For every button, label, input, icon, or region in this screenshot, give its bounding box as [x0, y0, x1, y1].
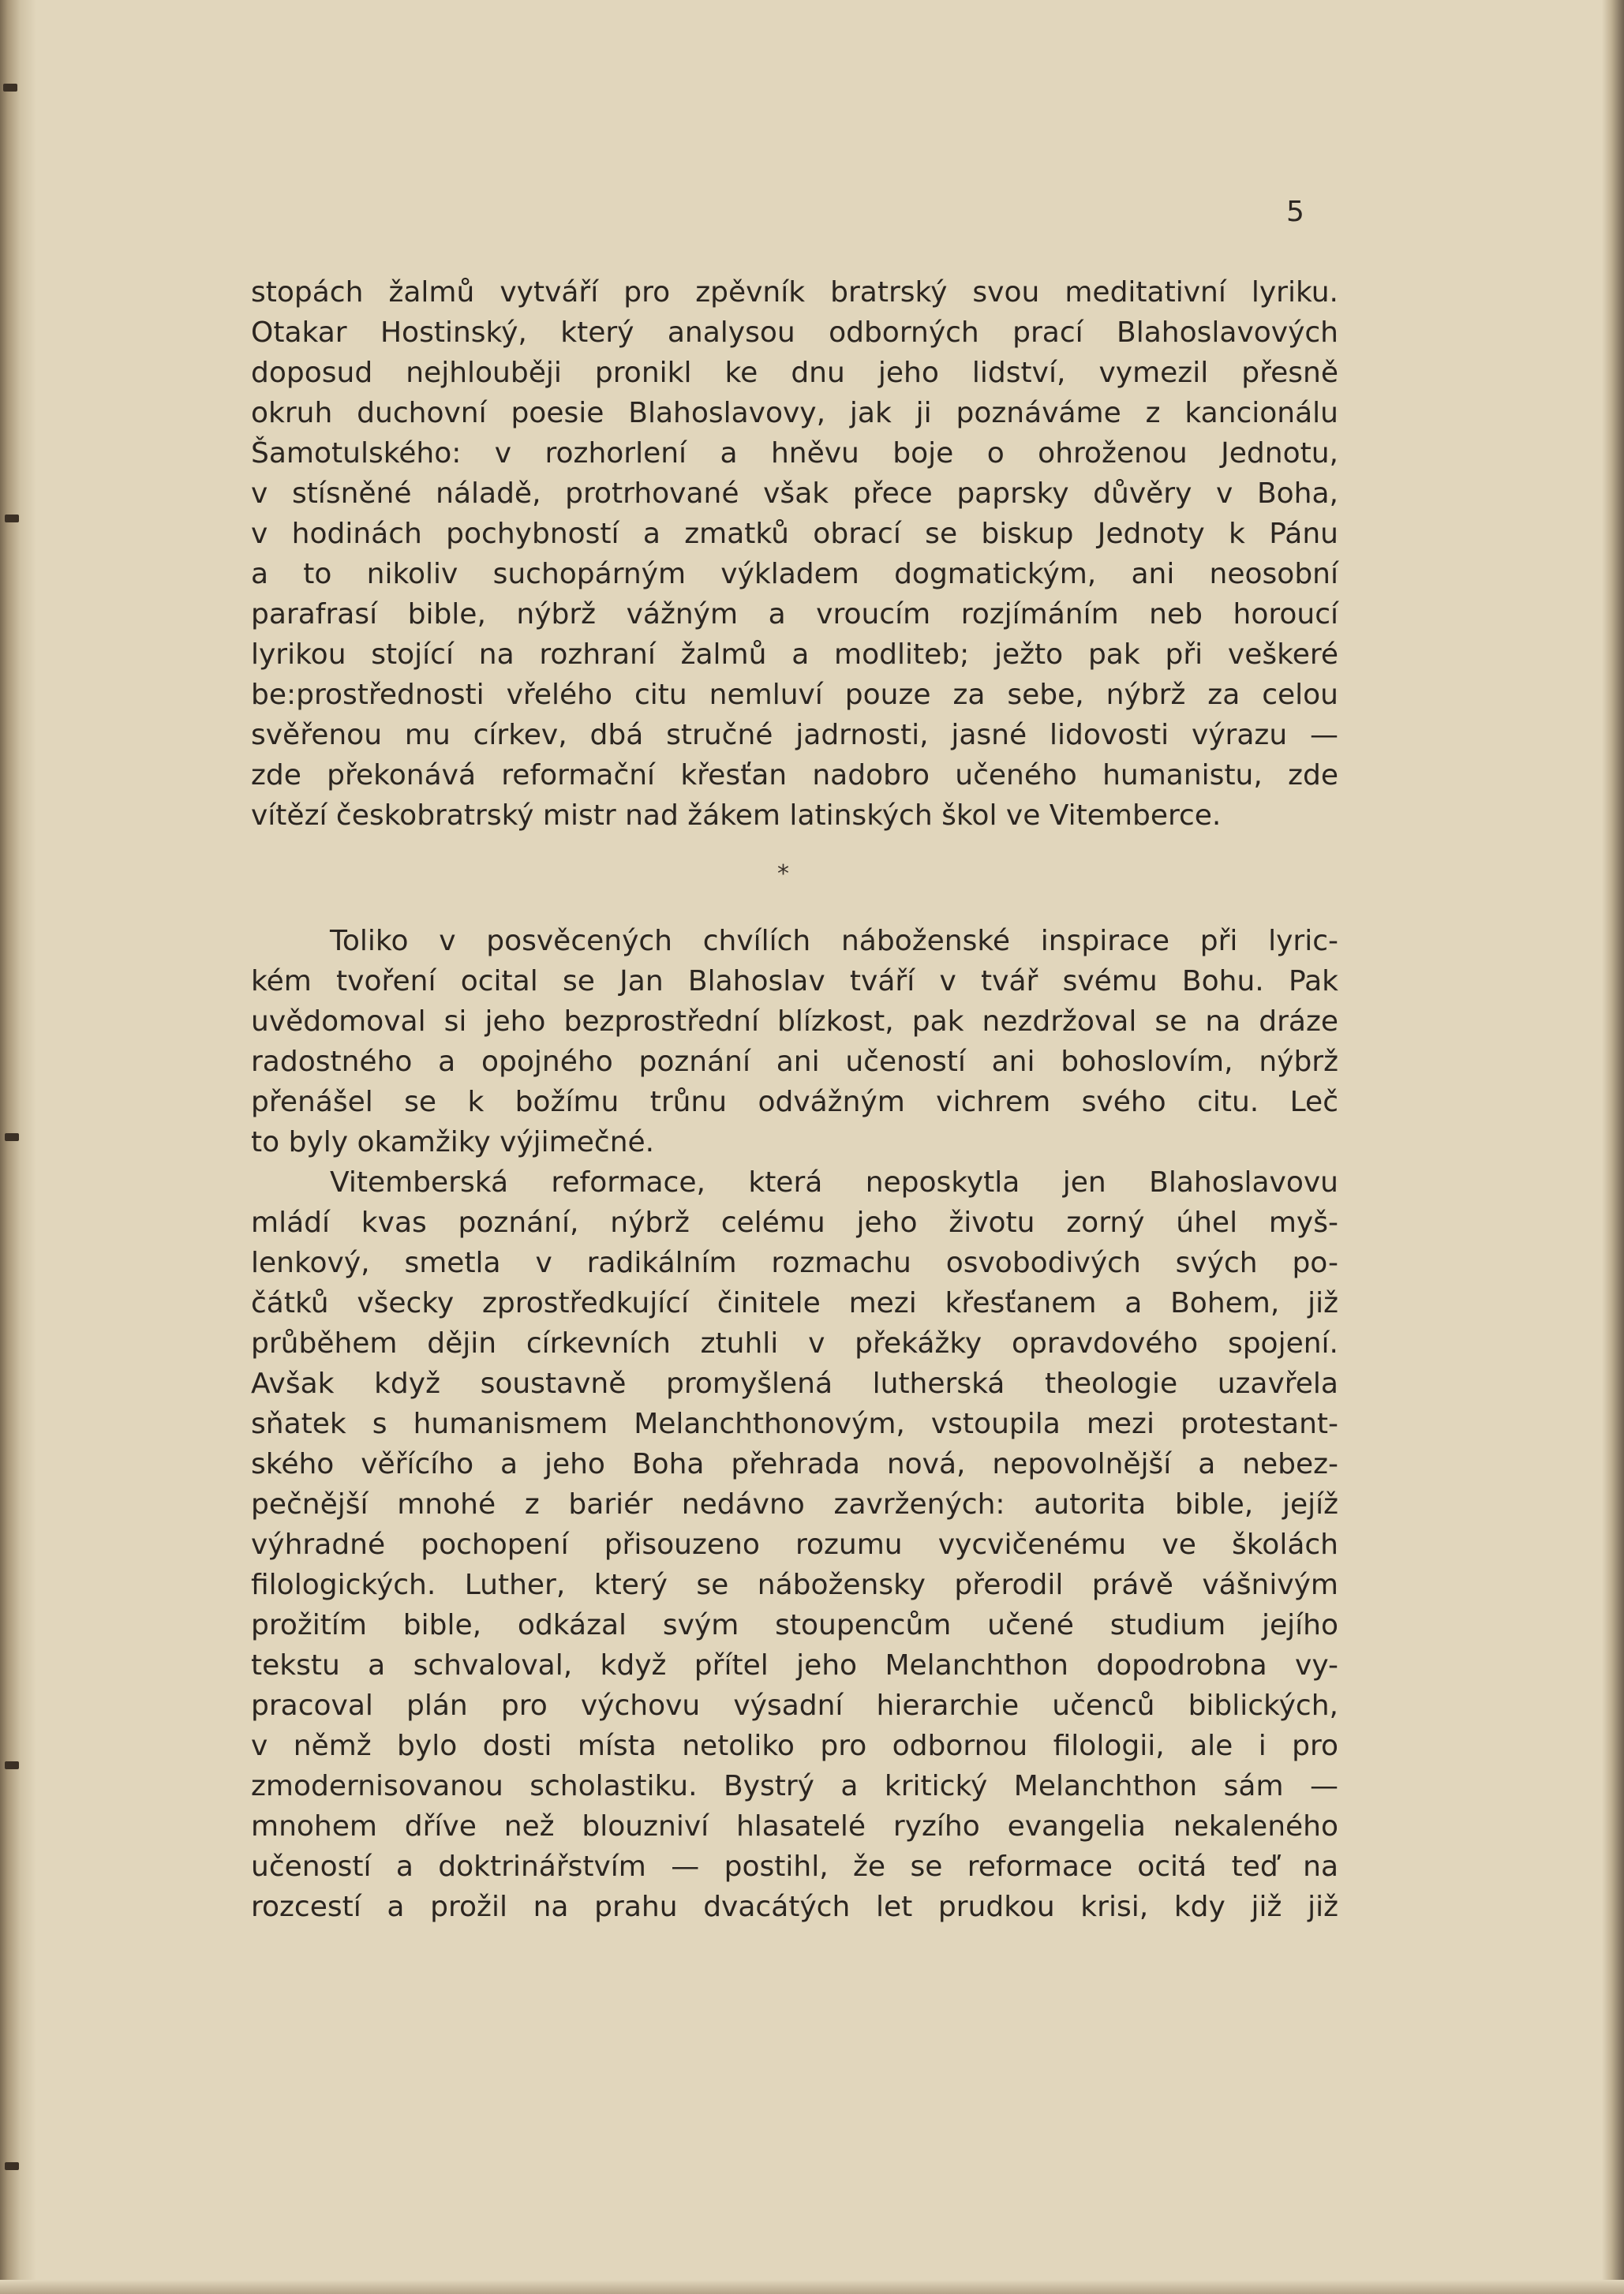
text-line: zde překonává reformační křesťan nadobro učeného humanistu, zde — [251, 759, 1338, 791]
book-spine — [0, 0, 36, 2294]
paragraph-1 — [251, 272, 1338, 836]
page-bottom-edge — [0, 2280, 1624, 2294]
text-line: a to nikoliv suchopárným výkladem dogmatickým, ani neosobní — [251, 558, 1338, 590]
text-line: lenkový, smetla v radikálním rozmachu osvobodivých svých po- — [251, 1247, 1338, 1279]
text-line: průběhem dějin církevních ztuhli v překážky opravdového spojení. — [251, 1327, 1338, 1360]
text-line: v hodinách pochybností a zmatků obrací se biskup Jednoty k Pánu — [251, 518, 1338, 550]
section-separator: * — [777, 860, 789, 888]
text-line: doposud nejhlouběji pronikl ke dnu jeho lidství, vymezil přesně — [251, 357, 1338, 389]
text-line: zmodernisovanou scholastiku. Bystrý a kritický Melanchthon sám — — [251, 1770, 1338, 1802]
text-line: čátků všecky zprostředkující činitele mezi křesťanem a Bohem, již — [251, 1287, 1338, 1319]
text-line: v stísněné náladě, protrhované však přece paprsky důvěry v Boha, — [251, 477, 1338, 510]
text-line: to byly okamžiky výjimečné. — [251, 1126, 655, 1158]
text-line: be:prostřednosti vřelého citu nemluví pouze za sebe, nýbrž za celou — [251, 679, 1338, 711]
text-line: pečnější mnohé z bariér nedávno zavržených: autorita bible, jejíž — [251, 1488, 1338, 1521]
text-line: sňatek s humanismem Melanchthonovým, vstoupila mezi protestant- — [251, 1408, 1338, 1440]
text-line: přenášel se k božímu trůnu odvážným vichrem svého citu. Leč — [251, 1086, 1338, 1118]
text-line: mnohem dříve než blouzniví hlasatelé ryzího evangelia nekaleného — [251, 1810, 1338, 1843]
text-line: parafrasí bible, nýbrž vážným a vroucím rozjímáním neb horoucí — [251, 598, 1338, 631]
text-line: učeností a doktrinářstvím — postihl, že se reformace ocitá teď na — [251, 1851, 1338, 1883]
text-line: stopách žalmů vytváří pro zpěvník bratrský svou meditativní lyriku. — [251, 276, 1338, 309]
text-line: tekstu a schvaloval, když přítel jeho Melanchthon dopodrobna vy- — [251, 1649, 1338, 1682]
binding-stitch — [5, 1761, 19, 1769]
text-line: Šamotulského: v rozhorlení a hněvu boje o ohroženou Jednotu, — [251, 437, 1338, 470]
binding-stitch — [5, 2162, 19, 2170]
binding-stitch — [3, 84, 17, 92]
binding-stitch — [5, 515, 19, 522]
text-line: svěřenou mu církev, dbá stručné jadrnosti, jasné lidovosti výrazu — — [251, 719, 1338, 751]
text-line: pracoval plán pro výchovu výsadní hierarchie učenců biblických, — [251, 1690, 1338, 1722]
text-line: rozcestí a prožil na prahu dvacátých let prudkou krisi, kdy již již — [251, 1891, 1338, 1923]
text-line: okruh duchovní poesie Blahoslavovy, jak ji poznáváme z kancionálu — [251, 397, 1338, 429]
page-number: 5 — [1286, 196, 1304, 228]
text-line: Otakar Hostinský, který analysou odborných prací Blahoslavových — [251, 316, 1338, 349]
text-line: prožitím bible, odkázal svým stoupencům učené studium jejího — [251, 1609, 1338, 1641]
text-line: ského věřícího a jeho Boha přehrada nová, nepovolnější a nebez- — [251, 1448, 1338, 1480]
paragraph-2-and-3 — [251, 921, 1338, 1927]
text-line: radostného a opojného poznání ani učeností ani bohoslovím, nýbrž — [251, 1046, 1338, 1078]
text-line: mládí kvas poznání, nýbrž celému jeho životu zorný úhel myš- — [251, 1207, 1338, 1239]
text-line: lyrikou stojící na rozhraní žalmů a modliteb; ježto pak při veškeré — [251, 638, 1338, 671]
text-line: filologických. Luther, který se nábožensky přerodil právě vášnivým — [251, 1569, 1338, 1601]
text-line: kém tvoření ocital se Jan Blahoslav tváří v tvář svému Bohu. Pak — [251, 965, 1338, 997]
text-line: Avšak když soustavně promyšlená lutherská theologie uzavřela — [251, 1368, 1338, 1400]
binding-stitch — [5, 1133, 19, 1141]
text-line: v němž bylo dosti místa netoliko pro odbornou filologii, ale i pro — [251, 1730, 1338, 1762]
page-right-edge — [1602, 0, 1624, 2294]
text-line: výhradné pochopení přisouzeno rozumu vycvičenému ve školách — [251, 1529, 1338, 1561]
text-line: uvědomoval si jeho bezprostřední blízkost, pak nezdržoval se na dráze — [251, 1005, 1338, 1038]
text-line: Vitemberská reformace, která neposkytla jen Blahoslavovu — [330, 1166, 1338, 1199]
text-line: Toliko v posvěcených chvílích náboženské inspirace při lyric- — [330, 925, 1338, 957]
text-line: vítězí českobratrský mistr nad žákem latinských škol ve Vitemberce. — [251, 799, 1222, 832]
